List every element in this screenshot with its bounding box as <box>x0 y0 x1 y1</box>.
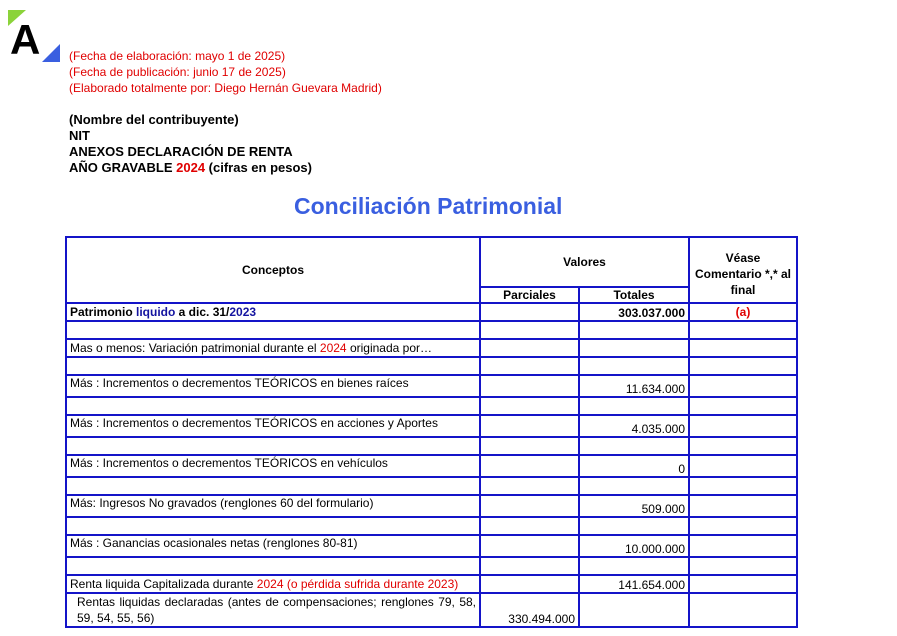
row-label: Más : Incrementos o decrementos TEÓRICOS en bienes raíces <box>66 375 480 397</box>
header-parciales: Parciales <box>480 287 579 303</box>
table-row <box>66 415 797 437</box>
patrimonio-label <box>66 303 480 321</box>
renta-total: 141.654.000 <box>579 575 689 593</box>
variacion-label <box>66 339 480 357</box>
patrimonio-liquido: liquido <box>136 305 176 319</box>
publication-date: (Fecha de publicación: junio 17 de 2025) <box>69 65 286 79</box>
row-label: Más : Incrementos o decrementos TEÓRICOS en vehículos <box>66 455 480 477</box>
variacion-text: Mas o menos: Variación patrimonial durante el <box>70 341 320 355</box>
taxable-year-line <box>69 160 312 175</box>
annex-heading: ANEXOS DECLARACIÓN DE RENTA <box>69 144 293 159</box>
logo-blue-accent <box>42 44 60 62</box>
table-row <box>66 339 797 357</box>
renta-suffix: (o pérdida sufrida durante 2023) <box>283 577 459 591</box>
header-vease: Véase Comentario *,* al final <box>689 237 797 303</box>
header-totales: Totales <box>579 287 689 303</box>
row-total: 0 <box>579 455 689 477</box>
table-row <box>66 375 797 397</box>
elaboration-date: (Fecha de elaboración: mayo 1 de 2025) <box>69 49 286 63</box>
table-row <box>66 535 797 557</box>
rentas-declaradas-parcial: 330.494.000 <box>480 593 579 627</box>
table-row <box>66 455 797 477</box>
row-label: Más: Ingresos No gravados (renglones 60 del formulario) <box>66 495 480 517</box>
table-row <box>66 303 797 321</box>
rentas-declaradas-label: Rentas liquidas declaradas (antes de compensaciones; renglones 79, 58, 59, 54, 55, 56) <box>66 593 480 627</box>
taxable-year-suffix: (cifras en pesos) <box>205 160 312 175</box>
row-total: 509.000 <box>579 495 689 517</box>
patrimonio-note: (a) <box>689 303 797 321</box>
cell-empty <box>480 303 579 321</box>
row-label: Más : Incrementos o decrementos TEÓRICOS en acciones y Aportes <box>66 415 480 437</box>
row-total: 10.000.000 <box>579 535 689 557</box>
patrimonio-total: 303.037.000 <box>579 303 689 321</box>
patrimonio-date: a dic. 31/ <box>175 305 230 319</box>
renta-text: Renta liquida Capitalizada durante <box>70 577 257 591</box>
header-conceptos: Conceptos <box>66 237 480 303</box>
logo-letter: A <box>10 16 41 62</box>
row-label: Más : Ganancias ocasionales netas (renglones 80-81) <box>66 535 480 557</box>
page-title: Conciliación Patrimonial <box>294 193 563 219</box>
author-line: (Elaborado totalmente por: Diego Hernán Guevara Madrid) <box>69 81 382 95</box>
taxable-year-prefix: AÑO GRAVABLE <box>69 160 177 175</box>
table-row <box>66 575 797 593</box>
reconciliation-table <box>65 236 798 628</box>
renta-label <box>66 575 480 593</box>
patrimonio-text: Patrimonio <box>70 305 137 319</box>
table-row <box>66 593 797 627</box>
header-valores: Valores <box>480 237 689 287</box>
variacion-suffix: originada por… <box>346 341 432 355</box>
row-total: 11.634.000 <box>579 375 689 397</box>
nit-label: NIT <box>69 128 90 143</box>
patrimonio-year: 2023 <box>229 305 257 319</box>
taxpayer-name: (Nombre del contribuyente) <box>69 112 239 127</box>
renta-year: 2024 <box>256 577 284 591</box>
row-total: 4.035.000 <box>579 415 689 437</box>
taxable-year: 2024 <box>176 160 206 175</box>
table-row <box>66 495 797 517</box>
variacion-year: 2024 <box>319 341 347 355</box>
brand-logo <box>8 10 60 62</box>
